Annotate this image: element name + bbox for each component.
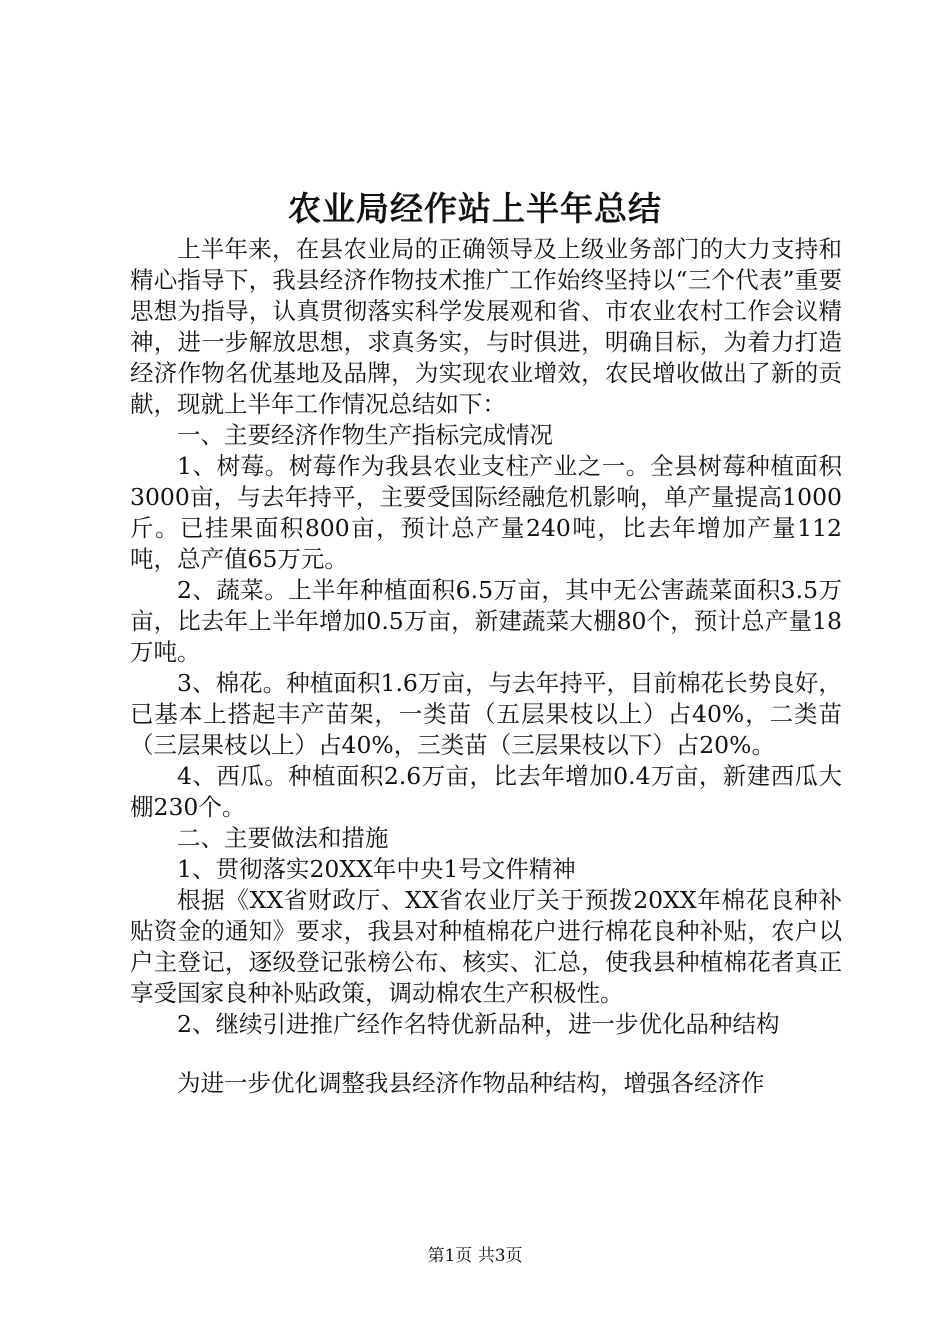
paragraph-raspberry: 1、树莓。树莓作为我县农业支柱产业之一。全县树莓种植面积3000亩，与去年持平，主要受国际经融危机影响，单产量提高1000斤。已挂果面积800亩，预计总产量240吨，比去年增加产量112吨，总产值65万元。 [130,452,842,573]
section-heading-1: 一、主要经济作物生产指标完成情况 [177,421,553,449]
paragraph-vegetables: 2、蔬菜。上半年种植面积6.5万亩，其中无公害蔬菜面积3.5万亩，比去年上半年增加0.5万亩，新建蔬菜大棚80个，预计总产量18万吨。 [130,576,842,666]
subheading-2: 2、继续引进推广经作名特优新品种，进一步优化品种结构 [177,1010,780,1038]
paragraph-subsidy: 根据《XX省财政厅、XX省农业厅关于预拨20XX年棉花良种补贴资金的通知》要求，我县对种植棉花户进行棉花良种补贴，农户以户主登记，逐级登记张榜公布、核实、汇总，使我县种植棉花者真正享受国家良种补贴政策，调动棉农生产积极性。 [130,886,842,1007]
document-body [130,234,842,1099]
paragraph-cotton: 3、棉花。种植面积1.6万亩，与去年持平，目前棉花长势良好，已基本上搭起丰产苗架，一类苗（五层果枝以上）占40%，二类苗（三层果枝以上）占40%，三类苗（三层果枝以下）占20%。 [130,669,842,759]
subheading-1: 1、贯彻落实20XX年中央1号文件精神 [177,855,576,883]
document-title: 农业局经作站上半年总结 [288,189,662,228]
section-heading-2: 二、主要做法和措施 [177,824,389,852]
paragraph-variety: 为进一步优化调整我县经济作物品种结构，增强各经济作 [177,1069,765,1097]
intro-paragraph: 上半年来，在县农业局的正确领导及上级业务部门的大力支持和精心指导下，我县经济作物技术推广工作始终坚持以“三个代表”重要思想为指导，认真贯彻落实科学发展观和省、市农业农村工作会议精神，进一步解放思想，求真务实，与时俱进，明确目标，为着力打造经济作物名优基地及品牌，为实现农业增效，农民增收做出了新的贡献，现就上半年工作情况总结如下： [130,235,842,418]
page-number-footer: 第1页 共3页 [427,1246,523,1266]
paragraph-watermelon: 4、西瓜。种植面积2.6万亩，比去年增加0.4万亩，新建西瓜大棚230个。 [130,762,842,821]
